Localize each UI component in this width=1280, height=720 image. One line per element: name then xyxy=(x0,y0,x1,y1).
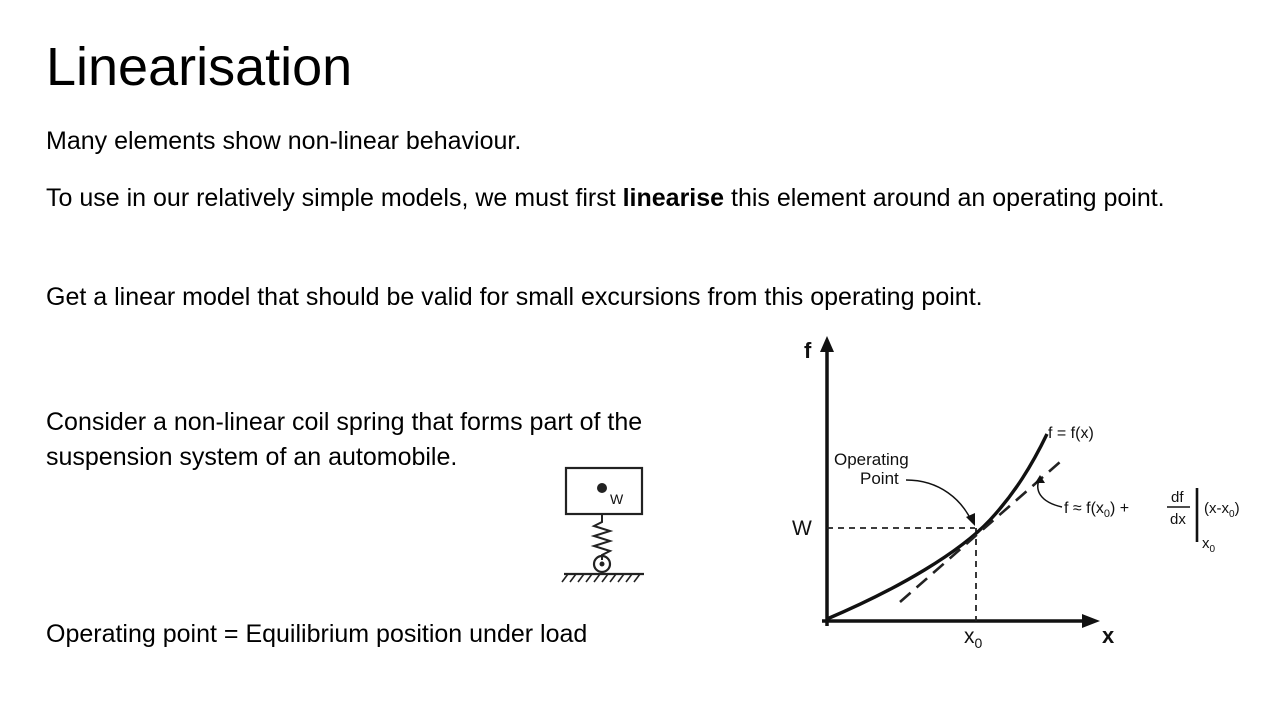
x-axis-arrow-icon xyxy=(1082,614,1100,628)
weight-label: W xyxy=(610,491,624,507)
operating-point-label-line1: Operating xyxy=(834,450,909,469)
ground-hatch-icon xyxy=(562,574,640,582)
linearise-text-before: To use in our relatively simple models, we must first xyxy=(46,184,623,212)
tangent-suffix-close: ) xyxy=(1234,500,1240,517)
tangent-arrow-icon xyxy=(1035,475,1045,483)
operating-point-label-line2: Point xyxy=(860,469,899,488)
tangent-sub: 0 xyxy=(1103,508,1111,520)
intro-paragraph: Many elements show non-linear behaviour. xyxy=(46,127,522,155)
slide-title: Linearisation xyxy=(46,37,353,97)
y-axis-label: f xyxy=(804,338,812,363)
coil-spring-paragraph: Consider a non-linear coil spring that forms part of the suspension system of an automobile. xyxy=(46,408,643,471)
evaluation-point-sub: 0 xyxy=(1209,544,1216,555)
operating-point-definition: Operating point = Equilibrium position under load xyxy=(46,620,588,648)
tangent-suffix-main: (x-x xyxy=(1204,500,1229,517)
x0-label-main: x xyxy=(964,625,975,648)
tangent-equation xyxy=(1064,500,1129,520)
w-label: W xyxy=(792,517,812,540)
linearisation-graph xyxy=(770,330,1240,660)
tangent-suffix xyxy=(1204,500,1240,520)
spring-suspension-diagram xyxy=(560,466,650,586)
operating-point-pointer xyxy=(906,480,972,522)
wheel-hub-icon xyxy=(600,562,605,567)
spring-coil-icon xyxy=(594,514,610,560)
mass-pivot-icon xyxy=(597,483,607,493)
tangent-prefix: f ≈ f(x xyxy=(1064,500,1104,517)
derivative-numerator: df xyxy=(1171,489,1184,506)
x0-label-sub: 0 xyxy=(974,635,983,651)
linearise-bold-term: linearise xyxy=(622,184,725,212)
y-axis-arrow-icon xyxy=(820,336,834,352)
x0-label xyxy=(964,625,983,651)
linearise-text-after: this element around an operating point. xyxy=(724,184,1165,212)
derivative-denominator: dx xyxy=(1170,511,1186,528)
x-axis-label: x xyxy=(1102,623,1115,648)
curve-label: f = f(x) xyxy=(1048,425,1094,442)
operating-point-arrow-icon xyxy=(966,513,975,526)
linear-model-paragraph: Get a linear model that should be valid for small excursions from this operating point. xyxy=(46,283,983,311)
evaluation-point-main: x xyxy=(1202,535,1210,552)
tangent-suffix-sub: 0 xyxy=(1229,509,1235,520)
tangent-mid: ) + xyxy=(1110,500,1130,517)
linearise-paragraph xyxy=(46,181,1226,216)
evaluation-point xyxy=(1202,535,1216,555)
